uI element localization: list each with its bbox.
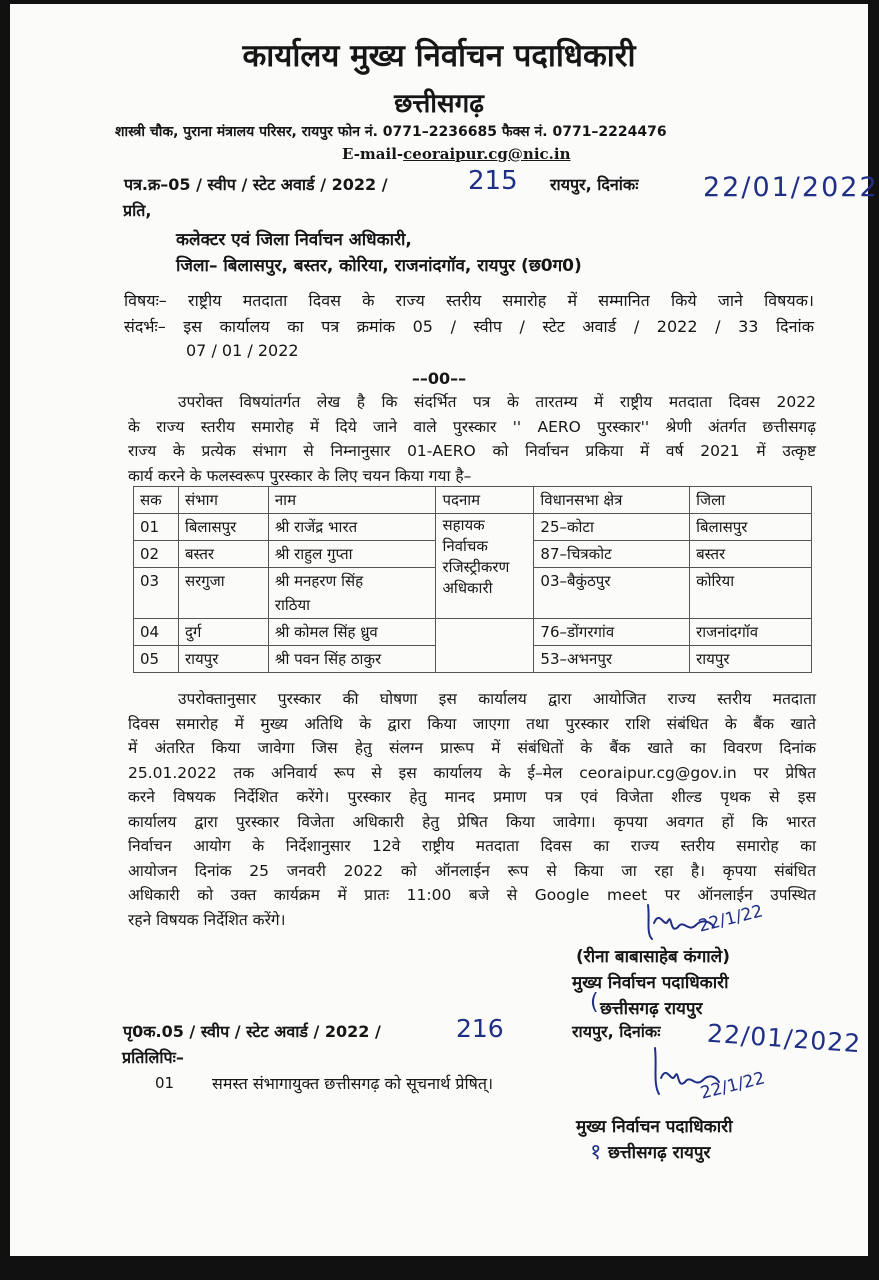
addressed-to: प्रति, [123, 201, 152, 220]
endorsement-date-label: रायपुर, दिनांकः [572, 1022, 661, 1041]
copy-label: प्रतिलिपिः– [122, 1048, 184, 1067]
cell-division: बस्तर [178, 541, 268, 568]
cell-constituency: 03–बैकुंठपुर [534, 568, 690, 619]
signature-2-designation: मुख्य निर्वाचन पदाधिकारी [576, 1117, 733, 1137]
cell-name: श्री कोमल सिंह ध्रुव [268, 619, 436, 646]
intro-line: के राज्य स्तरीय समारोह में दिये जाने वाले पुरस्कार '' AERO पुरस्कार'' श्रेणी अंतर्गत छत्तीसगढ़ [128, 417, 816, 436]
designation-line: अधिकारी [442, 579, 493, 597]
office-email [342, 145, 571, 163]
body-line: 25.01.2022 तक अनिवार्य रूप से इस कार्यालय के ई–मेल ceoraipur.cg@gov.in पर प्रेषित [128, 763, 816, 782]
cell-division: सरगुजा [178, 568, 268, 619]
separator: ––00–– [411, 369, 467, 388]
signature-1-date: 22/1/22 [696, 901, 765, 937]
cell-district: बिलासपुर [690, 514, 812, 541]
office-address: शास्त्री चौक, पुराना मंत्रालय परिसर, रायपुर फोन नं. 0771–2236685 फैक्स नं. 0771–2224476 [115, 124, 667, 140]
header-division: संभाग [178, 487, 268, 514]
body-line: उपरोक्तानुसार पुरस्कार की घोषणा इस कार्यालय द्वारा आयोजित राज्य स्तरीय मतदाता [178, 690, 816, 708]
cell-sno: 05 [134, 646, 179, 673]
email-address: ceoraipur.cg@nic.in [403, 145, 571, 163]
awards-table [133, 486, 812, 673]
signature-2-date: 22/1/22 [698, 1068, 767, 1104]
cell-constituency: 76–डोंगरगांव [534, 619, 690, 646]
state-name: छत्तीसगढ़ [394, 89, 484, 119]
signatory-designation: मुख्य निर्वाचन पदाधिकारी [572, 973, 729, 993]
body-line: रहने विषयक निर्देशित करेंगे। [128, 910, 286, 929]
cell-constituency: 53–अभनपुर [534, 646, 690, 673]
body-line: अधिकारी को उक्त कार्यक्रम में प्रातः 11:00 बजे से Google meet पर ऑनलाईन उपस्थित [128, 886, 816, 904]
cell-sno: 03 [134, 568, 179, 619]
header-designation: पदनाम [436, 487, 534, 514]
endorsement-ref: पृ0क.05 / स्वीप / स्टेट अवार्ड / 2022 / [123, 1022, 381, 1041]
intro-line: राज्य के प्रत्येक संभाग से निम्नानुसार 01-AERO को निर्वाचन प्रकिया में वर्ष 2021 में उत्कृष्ट [128, 442, 816, 460]
cell-division: बिलासपुर [178, 514, 268, 541]
office-title: कार्यालय मुख्य निर्वाचन पदाधिकारी [242, 38, 636, 74]
cell-designation [436, 514, 534, 619]
letter-page [10, 4, 879, 1256]
cell-division: दुर्ग [178, 619, 268, 646]
initial-mark-1: ( [590, 990, 599, 1015]
signatory-place: छत्तीसगढ़ रायपुर [600, 999, 703, 1019]
reference-line-1: संदर्भः– इस कार्यालय का पत्र क्रमांक 05 / स्वीप / स्टेट अवार्ड / 2022 / 33 दिनांक [124, 317, 814, 336]
header-district: जिला [690, 487, 812, 514]
letter-date-label: रायपुर, दिनांकः [550, 175, 639, 194]
letter-date-handwritten: 22/01/2022 [703, 172, 879, 203]
cell-district: राजनांदगॉव [690, 619, 812, 646]
intro-line: उपरोक्त विषयांतर्गत लेख है कि संदर्भित पत्र के तारतम्य में राष्ट्रीय मतदाता दिवस 2022 [178, 393, 816, 411]
signature-2-place: छत्तीसगढ़ रायपुर [608, 1143, 711, 1163]
letter-ref-handwritten: 215 [468, 166, 518, 196]
cell-name: श्री राजेंद्र भारत [268, 514, 436, 541]
cell-name: श्री पवन सिंह ठाकुर [268, 646, 436, 673]
endorsement-date-handwritten: 22/01/2022 [706, 1018, 862, 1059]
copy-number: 01 [155, 1074, 175, 1092]
table-header-row [134, 487, 812, 514]
copy-text: समस्त संभागायुक्त छत्तीसगढ़ को सूचनार्थ प्रेषित्। [212, 1074, 494, 1093]
body-line: कार्यालय द्वारा पुरस्कार विजेता अधिकारी हेतु प्रेषित किया जावेगा। कृपया अवगत हों कि भारत [128, 812, 816, 831]
body-paragraph [128, 687, 816, 932]
email-label: E-mail- [342, 145, 404, 163]
table-row [134, 619, 812, 646]
subject-line: विषयः– राष्ट्रीय मतदाता दिवस के राज्य स्तरीय समारोह में सम्मानित किये जाने विषयक। [124, 291, 814, 310]
name-line: श्री मनहरण सिंह [274, 572, 364, 590]
cell-sno: 01 [134, 514, 179, 541]
body-line: में अंतरित किया जावेगा जिस हेतु संलग्न प्रारूप में संबंधितों के बैंक खाते का विवरण दिनांक [128, 739, 816, 757]
cell-district: बस्तर [690, 541, 812, 568]
cell-constituency: 87–चित्रकोट [534, 541, 690, 568]
letter-ref: पत्र.क्र–05 / स्वीप / स्टेट अवार्ड / 2022 / [124, 175, 388, 194]
cell-district: रायपुर [690, 646, 812, 673]
cell-sno: 04 [134, 619, 179, 646]
name-line: राठिया [274, 596, 311, 614]
body-line: दिवस समारोह में मुख्य अतिथि के द्वारा किया जाएगा तथा पुरस्कार राशि संबंधित के बैंक खाते [128, 714, 816, 733]
recipient-line-1: कलेक्टर एवं जिला निर्वाचन अधिकारी, [176, 230, 412, 250]
cell-constituency: 25–कोटा [534, 514, 690, 541]
designation-line: रजिस्ट्रीकरण [442, 558, 510, 576]
cell-sno: 02 [134, 541, 179, 568]
initial-mark-2: १ [590, 1140, 602, 1165]
header-name: नाम [268, 487, 436, 514]
cell-name: श्री राहुल गुप्ता [268, 541, 436, 568]
designation-line: निर्वाचक [442, 537, 488, 555]
signatory-name: (रीना बाबासाहेब कंगाले) [576, 947, 730, 967]
body-line: आयोजन दिनांक 25 जनवरी 2022 को ऑनलाईन रूप से किया जा रहा है। कृपया संबंधित [128, 861, 816, 880]
intro-line: कार्य करने के फलस्वरूप पुरस्कार के लिए चयन किया गया है– [128, 466, 472, 485]
reference-line-2: 07 / 01 / 2022 [186, 341, 299, 360]
table-row [134, 514, 812, 541]
intro-paragraph [128, 390, 816, 488]
endorsement-ref-handwritten: 216 [456, 1014, 504, 1043]
header-sno: सक [134, 487, 179, 514]
cell-name [268, 568, 436, 619]
designation-line: सहायक [442, 516, 485, 534]
recipient-line-2: जिला– बिलासपुर, बस्तर, कोरिया, राजनांदगॉव, रायपुर (छ0ग0) [176, 256, 582, 276]
header-constituency: विधानसभा क्षेत्र [534, 487, 690, 514]
cell-division: रायपुर [178, 646, 268, 673]
body-line: करने विषयक निर्देशित करेंगे। पुरस्कार हेतु मानद प्रमाण पत्र एवं विजेता शील्ड पृथक से इस [128, 788, 816, 806]
cell-designation-empty [436, 619, 534, 673]
cell-district: कोरिया [690, 568, 812, 619]
body-line: निर्वाचन आयोग के निर्देशानुसार 12वे राष्ट्रीय मतदाता दिवस का राज्य स्तरीय समारोह का [128, 837, 816, 855]
